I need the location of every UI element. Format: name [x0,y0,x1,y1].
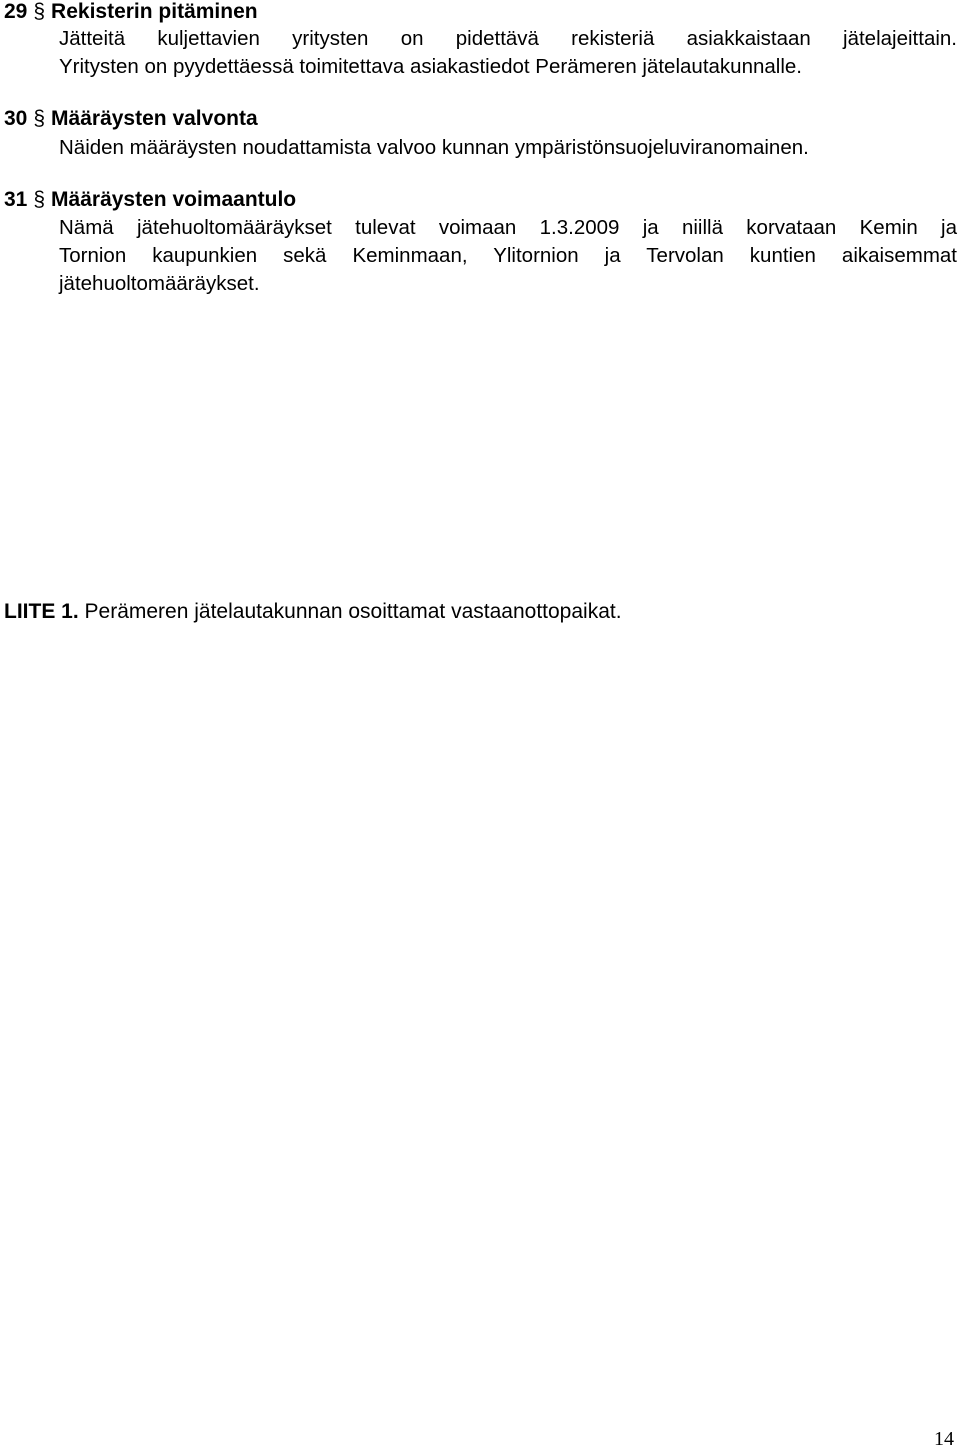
section-sign-icon: § [33,188,46,211]
section-number: 31 [4,188,28,211]
section-29-line-2: Yritysten on pyydettäessä toimitettava asiakastiedot Perämeren jätelautakunnalle. [59,55,802,78]
page-number: 14 [934,1428,954,1450]
section-31-heading [4,188,296,212]
section-31-line-2: Tornion kaupunkien sekä Keminmaan, Ylitornion ja Tervolan kuntien aikaisemmat [59,244,957,267]
section-30-line-1: Näiden määräysten noudattamista valvoo kunnan ympäristönsuojeluviranomainen. [59,136,809,159]
appendix-reference [4,600,622,624]
section-sign-icon: § [33,0,46,23]
appendix-text: Perämeren jätelautakunnan osoittamat vastaanottopaikat. [84,600,622,623]
appendix-label: LIITE 1. [4,600,79,623]
section-30-heading [4,107,258,131]
section-31-line-3: jätehuoltomääräykset. [59,272,260,295]
section-title: Rekisterin pitäminen [51,0,258,23]
section-31-line-1: Nämä jätehuoltomääräykset tulevat voimaan 1.3.2009 ja niillä korvataan Kemin ja [59,216,957,239]
section-title: Määräysten valvonta [51,107,258,130]
section-title: Määräysten voimaantulo [51,188,297,211]
section-number: 29 [4,0,28,23]
section-29-line-1: Jätteitä kuljettavien yritysten on pidettävä rekisteriä asiakkaistaan jätelajeittain. [59,27,957,50]
section-sign-icon: § [33,107,46,130]
section-29-heading [4,0,258,24]
section-number: 30 [4,107,28,130]
